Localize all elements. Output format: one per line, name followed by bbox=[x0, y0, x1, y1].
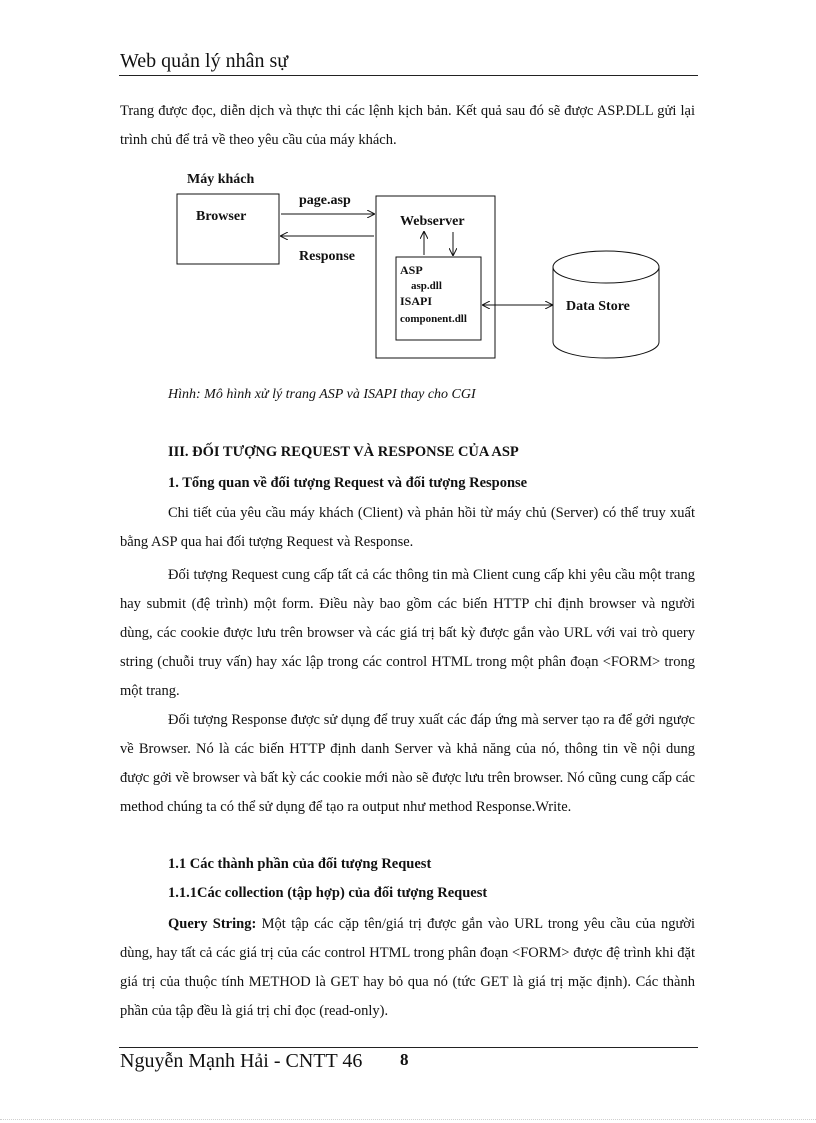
page-edge-divider bbox=[0, 1119, 816, 1120]
response-label: Response bbox=[299, 249, 356, 264]
datastore-label: Data Store bbox=[566, 299, 630, 314]
module-line-asp: ASP bbox=[400, 263, 423, 277]
header-title: Web quản lý nhân sự bbox=[120, 50, 289, 72]
subsection-1-1-1-heading: 1.1.1Các collection (tập hợp) của đối tượng Request bbox=[168, 885, 488, 901]
subsection-1-1-heading: 1.1 Các thành phần của đối tượng Request bbox=[168, 856, 432, 872]
footer-author: Nguyễn Mạnh Hải - CNTT 46 bbox=[120, 1050, 363, 1072]
query-string-text: Một tập các cặp tên/giá trị được gắn vào URL trong yêu cầu của người dùng, hay tất cả các giá trị của các control HTML trong phân đoạn <FORM> được đệ trình khi đặt giá trị của thuộc tính METHOD là GET hay bỏ qua nó (tức GET là giá trị mặc định). Các thành phần của tập đều là giá trị chỉ đọc (read-only). bbox=[120, 916, 695, 1019]
section-heading: III. ĐỐI TƯỢNG REQUEST VÀ RESPONSE CỦA ASP bbox=[168, 444, 519, 460]
page-number: 8 bbox=[400, 1050, 409, 1069]
header-rule bbox=[119, 75, 698, 76]
browser-box bbox=[177, 194, 279, 264]
query-string-term: Query String: bbox=[168, 916, 257, 932]
browser-label: Browser bbox=[196, 209, 247, 224]
client-group-label: Máy khách bbox=[187, 172, 255, 187]
subsection-1-heading: 1. Tổng quan về đối tượng Request và đối tượng Response bbox=[168, 475, 528, 491]
query-string-paragraph bbox=[120, 910, 695, 1026]
webserver-label: Webserver bbox=[400, 214, 465, 229]
paragraph-2: Đối tượng Request cung cấp tất cả các thông tin mà Client cung cấp khi yêu cầu một trang hay submit (đệ trình) một form. Điều này bao gồm các biến HTTP chỉ định browser và người dùng, các cookie được lưu trên browser và các giá trị bất kỳ được gắn vào URL với vai trò query string (chuỗi truy vấn) hay xác lập trong các control HTML trong một phân đoạn <FORM> trong một trang. bbox=[120, 567, 695, 699]
module-line-isapi: ISAPI bbox=[400, 294, 433, 308]
module-line-aspdll: asp.dll bbox=[411, 280, 442, 292]
paragraph-1: Chi tiết của yêu cầu máy khách (Client) và phản hồi từ máy chủ (Server) có thể truy xuất bằng ASP qua hai đối tượng Request và Response. bbox=[120, 505, 695, 550]
asp-processing-diagram bbox=[160, 162, 680, 368]
request-label: page.asp bbox=[299, 193, 351, 208]
intro-paragraph: Trang được đọc, diễn dịch và thực thi các lệnh kịch bản. Kết quả sau đó sẽ được ASP.DLL gửi lại trình chủ để trả về theo yêu cầu của máy khách. bbox=[120, 103, 695, 148]
paragraph-3: Đối tượng Response được sử dụng để truy xuất các đáp ứng mà server tạo ra để gởi ngược về Browser. Nó là các biến HTTP định danh Server và khả năng của nó, thông tin về nội dung được gởi về browser và bất kỳ các cookie mới nào sẽ được lưu trên browser. Nó cũng cung cấp các method chúng ta có thể sử dụng để tạo ra output như method Response.Write. bbox=[120, 712, 695, 815]
module-line-componentdll: component.dll bbox=[400, 313, 467, 325]
figure-caption: Hình: Mô hình xử lý trang ASP và ISAPI thay cho CGI bbox=[168, 387, 476, 402]
footer-rule bbox=[119, 1047, 698, 1048]
